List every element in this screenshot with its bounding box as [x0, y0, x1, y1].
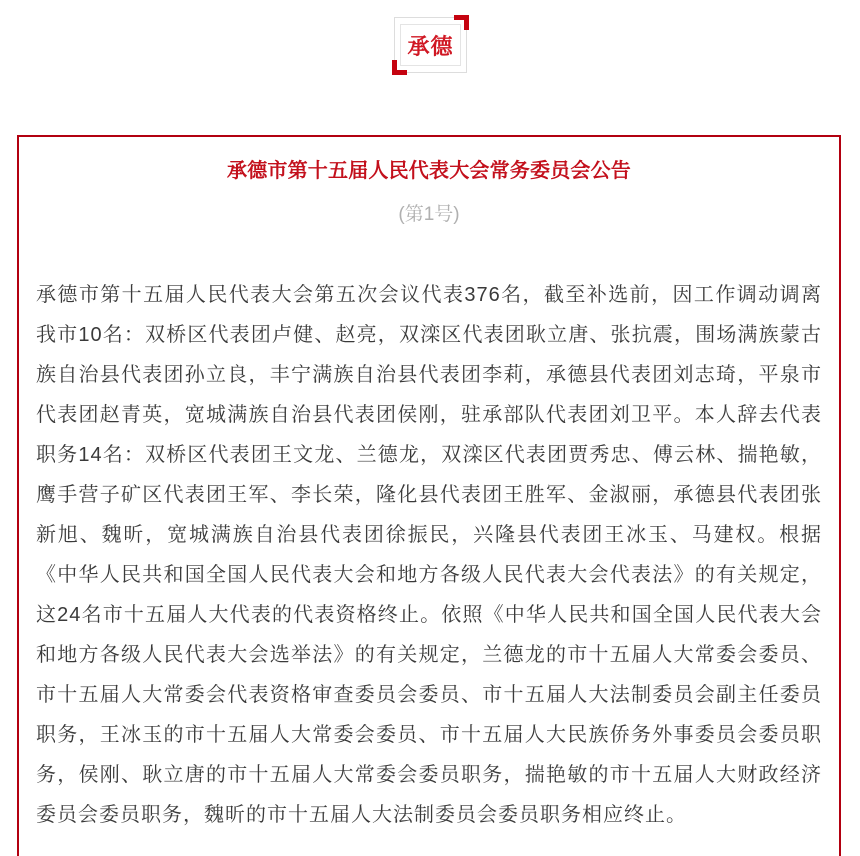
- announcement-title: 承德市第十五届人民代表大会常务委员会公告: [227, 160, 631, 182]
- announcement-body: 承德市第十五届人民代表大会第五次会议代表376名，截至补选前，因工作调动调离我市10名：双桥区代表团卢健、赵亮，双滦区代表团耿立唐、张抗震，围场满族蒙古族自治县代表团孙立良，丰宁满族自治县代表团李莉，承德县代表团刘志琦，平泉市代表团赵青英，宽城满族自治县代表团侯刚，驻承部队代表团刘卫平。本人辞去代表职务14名：双桥区代表团王文龙、兰德龙，双滦区代表团贾秀忠、傅云林、揣艳敏，鹰手营子矿区代表团王军、李长荣，隆化县代表团王胜军、金淑丽，承德县代表团张新旭、魏昕，宽城满族自治县代表团徐振民，兴隆县代表团王冰玉、马建权。根据《中华人民共和国全国人民代表大会和地方各级人民代表大会代表法》的有关规定，这24名市十五届人大代表的代表资格终止。依照《中华人民共和国全国人民代表大会和地方各级人民代表大会选举法》的有关规定，兰德龙的市十五届人大常委会委员、市十五届人大常委会代表资格审查委员会委员、市十五届人大法制委员会副主任委员职务，王冰玉的市十五届人大常委会委员、市十五届人大民族侨务外事委员会委员职务，侯刚、耿立唐的市十五届人大常委会委员职务，揣艳敏的市十五届人大财政经济委员会委员职务，魏昕的市十五届人大法制委员会委员职务相应终止。: [36, 284, 822, 826]
- logo-text: 承德: [400, 24, 461, 66]
- announcement-card: [17, 135, 841, 856]
- site-logo[interactable]: [394, 17, 467, 73]
- issue-number: (第1号): [398, 204, 460, 225]
